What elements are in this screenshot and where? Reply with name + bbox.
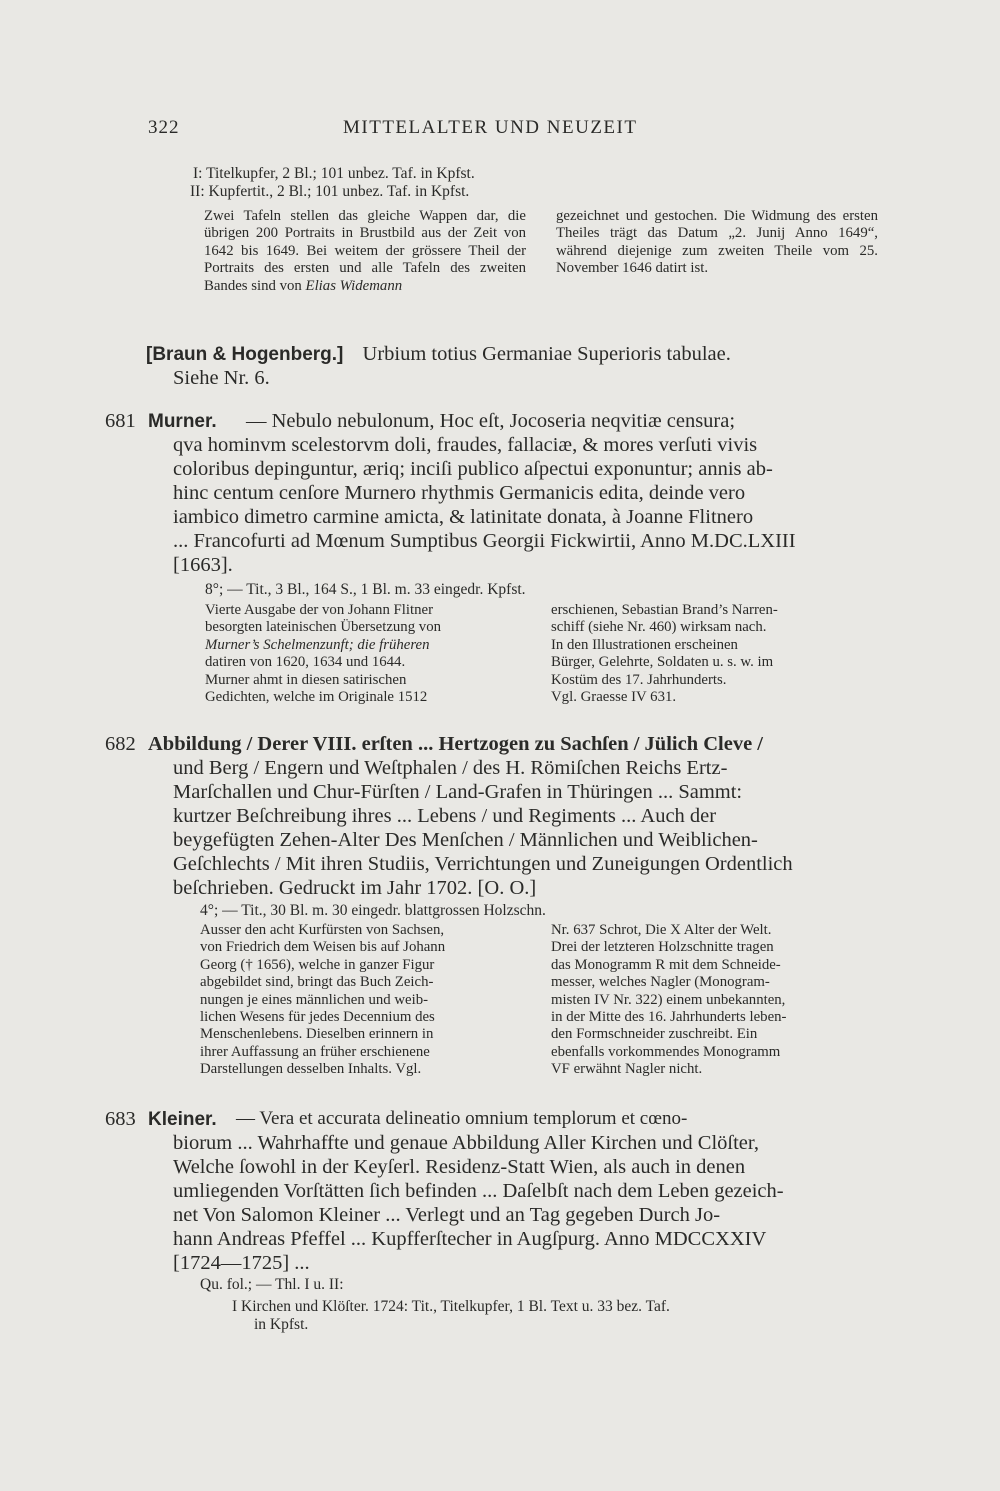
- note-line: in der Mitte des 16. Jahrhunderts leben-: [551, 1009, 787, 1026]
- note-line: lichen Wesens für jedes Decennium des: [200, 1009, 435, 1026]
- entry-braun-see: Siehe Nr. 6.: [173, 367, 270, 389]
- entry-683-line: — Vera et accurata delineatio omnium templorum et cœno-: [236, 1108, 688, 1129]
- note-line: VF erwähnt Nagler nicht.: [551, 1061, 703, 1078]
- note-line: Murner ahmt in diesen satirischen: [205, 671, 407, 688]
- entry-681-line: [1663].: [173, 554, 233, 576]
- note-line: schiff (siehe Nr. 460) wirksam nach.: [551, 619, 767, 636]
- note-line: Ausser den acht Kurfürsten von Sachsen,: [200, 922, 445, 938]
- entry-683-line: [1724—1725] ...: [173, 1252, 310, 1274]
- entry-682-line: Abbildung / Derer VIII. erſten ... Hertzogen zu Sachſen / Jülich Cleve /: [148, 733, 763, 755]
- entry-681-collation: 8°; — Tit., 3 Bl., 164 S., 1 Bl. m. 33 eingedr. Kpfst.: [205, 581, 526, 598]
- note-line: ihrer Auffassung an früher erschienene: [200, 1043, 430, 1060]
- entry-682-line: Marſchallen und Chur-Fürſten / Land-Grafen in Thüringen ... Sammt:: [173, 781, 743, 803]
- note-line: Drei der letzteren Holzschnitte tragen: [551, 939, 774, 956]
- note-right-col: gezeichnet und gestochen. Die Widmung des ersten Theiles trägt das Datum „2. Junij Anno 1649“, während diejenige zum zweiten Theile vom 25. November 1646 datirt ist.: [556, 208, 878, 277]
- entry-683-line: hann Andreas Pfeffel ... Kupfferſtecher in Augſpurg. Anno MDCCXXIV: [173, 1228, 767, 1250]
- entry-683-line: Welche ſowohl in der Keyſerl. Residenz-Statt Wien, als auch in denen: [173, 1156, 746, 1178]
- entry-682-note-right: [551, 922, 878, 1079]
- entry-683-number: 683: [105, 1108, 136, 1130]
- entry-683-line: biorum ... Wahrhaffte und genaue Abbildung Aller Kirchen und Clöſter,: [173, 1132, 760, 1154]
- note-left-text: Zwei Tafeln stellen das gleiche Wappen dar, die übrigen 200 Portraits in Brustbild aus der Zeit von 1642 bis 1649. Bei weitem der grössere Theil der Portraits des ersten und alle Tafeln des zweiten Bandes sind von: [204, 208, 526, 294]
- entry-681-line: coloribus depinguntur, æriq; inciſi publico aſpectui exponuntur; annis ab-: [173, 458, 773, 480]
- running-title: MITTELALTER UND NEUZEIT: [343, 117, 638, 138]
- note-line: Darstellungen desselben Inhalts. Vgl.: [200, 1061, 422, 1078]
- entry-braun: [146, 342, 876, 367]
- entry-681-note-left: [205, 602, 527, 706]
- note-left-italic: Elias Widemann: [305, 277, 403, 294]
- note-line: messer, welches Nagler (Monogram-: [551, 974, 770, 991]
- entry-683-collation: Qu. fol.; — Thl. I u. II:: [200, 1276, 344, 1293]
- note-line: Vgl. Graesse IV 631.: [551, 689, 677, 706]
- entry-682-note-left: [200, 922, 530, 1079]
- entry-683-part1: I Kirchen und Klöſter. 1724: Tit., Titelkupfer, 1 Bl. Text u. 33 bez. Taf.: [232, 1298, 670, 1315]
- entry-681-note-right: [551, 602, 878, 706]
- note-line: besorgten lateinischen Übersetzung von: [205, 619, 441, 636]
- entry-683-author: Kleiner.: [148, 1109, 217, 1130]
- note-line: abgebildet sind, bringt das Buch Zeich-: [200, 974, 434, 991]
- note-line: nungen je eines männlichen und weib-: [200, 991, 429, 1008]
- entry-682-number: 682: [105, 733, 136, 755]
- note-line: von Friedrich dem Weisen bis auf Johann: [200, 939, 446, 956]
- entry-682-line: beygefügten Zehen-Alter Des Menſchen / Männlichen und Weiblichen-: [173, 829, 758, 851]
- note-line: Kostüm des 17. Jahrhunderts.: [551, 671, 727, 688]
- note-line: den Formschneider zuschreibt. Ein: [551, 1026, 758, 1043]
- entry-braun-title: Urbium totius Germaniae Superioris tabulae.: [362, 343, 731, 365]
- entry-683-line: net Von Salomon Kleiner ... Verlegt und an Tag gegeben Durch Jo-: [173, 1204, 721, 1226]
- entry-681-line: iambico dimetro carmine amicta, & latinitate donata, à Joanne Flitnero: [173, 506, 754, 528]
- entry-681-line: ... Francofurti ad Mœnum Sumptibus Georgii Fickwirtii, Anno M.DC.LXIII: [173, 530, 796, 552]
- note-line: ebenfalls vorkommendes Monogramm: [551, 1043, 781, 1060]
- note-line: Vierte Ausgabe der von Johann Flitner: [205, 602, 434, 618]
- note-line: datiren von 1620, 1634 und 1644.: [205, 654, 406, 671]
- note-line: erschienen, Sebastian Brand’s Narren-: [551, 602, 778, 618]
- note-line: misten IV Nr. 322) einem unbekannten,: [551, 991, 786, 1008]
- entry-681-line: qva hominvm scelestorvm doli, fraudes, fallaciæ, & mores verſuti vivis: [173, 434, 758, 456]
- entry-braun-author: [Braun & Hogenberg.]: [146, 344, 344, 365]
- note-line: Gedichten, welche im Originale 1512: [205, 689, 428, 706]
- entry-682-line: und Berg / Engern und Weſtphalen / des H. Römiſchen Reichs Ertz-: [173, 757, 728, 779]
- page-number: 322: [148, 117, 180, 138]
- note-line: Nr. 637 Schrot, Die X Alter der Welt.: [551, 922, 772, 938]
- entry-681-number: 681: [105, 410, 136, 432]
- note-left-col: [204, 208, 526, 295]
- entry-681-line: hinc centum cenſore Murnero rhythmis Germanicis edita, deinde vero: [173, 482, 746, 504]
- note-line: In den Illustrationen erscheinen: [551, 636, 738, 653]
- note-line: Murner’s Schelmenzunft; die früheren: [205, 636, 430, 653]
- entry-681-author: Murner.: [148, 411, 217, 432]
- entry-682-line: kurtzer Beſchreibung ihres ... Lebens / und Regiments ... Auch der: [173, 805, 717, 827]
- note-line: Menschenlebens. Dieselben erinnern in: [200, 1026, 434, 1043]
- entry-682-collation: 4°; — Tit., 30 Bl. m. 30 eingedr. blattgrossen Holzschn.: [200, 902, 546, 919]
- entry-681-line: — Nebulo nebulonum, Hoc eſt, Jocoseria neqvitiæ censura;: [246, 410, 736, 432]
- entry-683-line: umliegenden Vorſtätten ſich befinden ... Daſelbſt nach dem Leben gezeich-: [173, 1180, 784, 1202]
- note-line: Georg († 1656), welche in ganzer Figur: [200, 956, 435, 973]
- entry-683-part1-cont: in Kpfst.: [254, 1316, 309, 1333]
- collation-line-1: I: Titelkupfer, 2 Bl.; 101 unbez. Taf. in Kpfst.: [193, 165, 475, 182]
- note-line: Bürger, Gelehrte, Soldaten u. s. w. im: [551, 654, 774, 671]
- note-line: das Monogramm R mit dem Schneide-: [551, 956, 781, 973]
- collation-line-2: II: Kupfertit., 2 Bl.; 101 unbez. Taf. in Kpfst.: [190, 183, 470, 200]
- entry-682-line: beſchrieben. Gedruckt im Jahr 1702. [O. O.]: [173, 877, 537, 899]
- entry-682-line: Geſchlechts / Mit ihren Studiis, Verrichtungen und Zuneigungen Ordentlich: [173, 853, 793, 875]
